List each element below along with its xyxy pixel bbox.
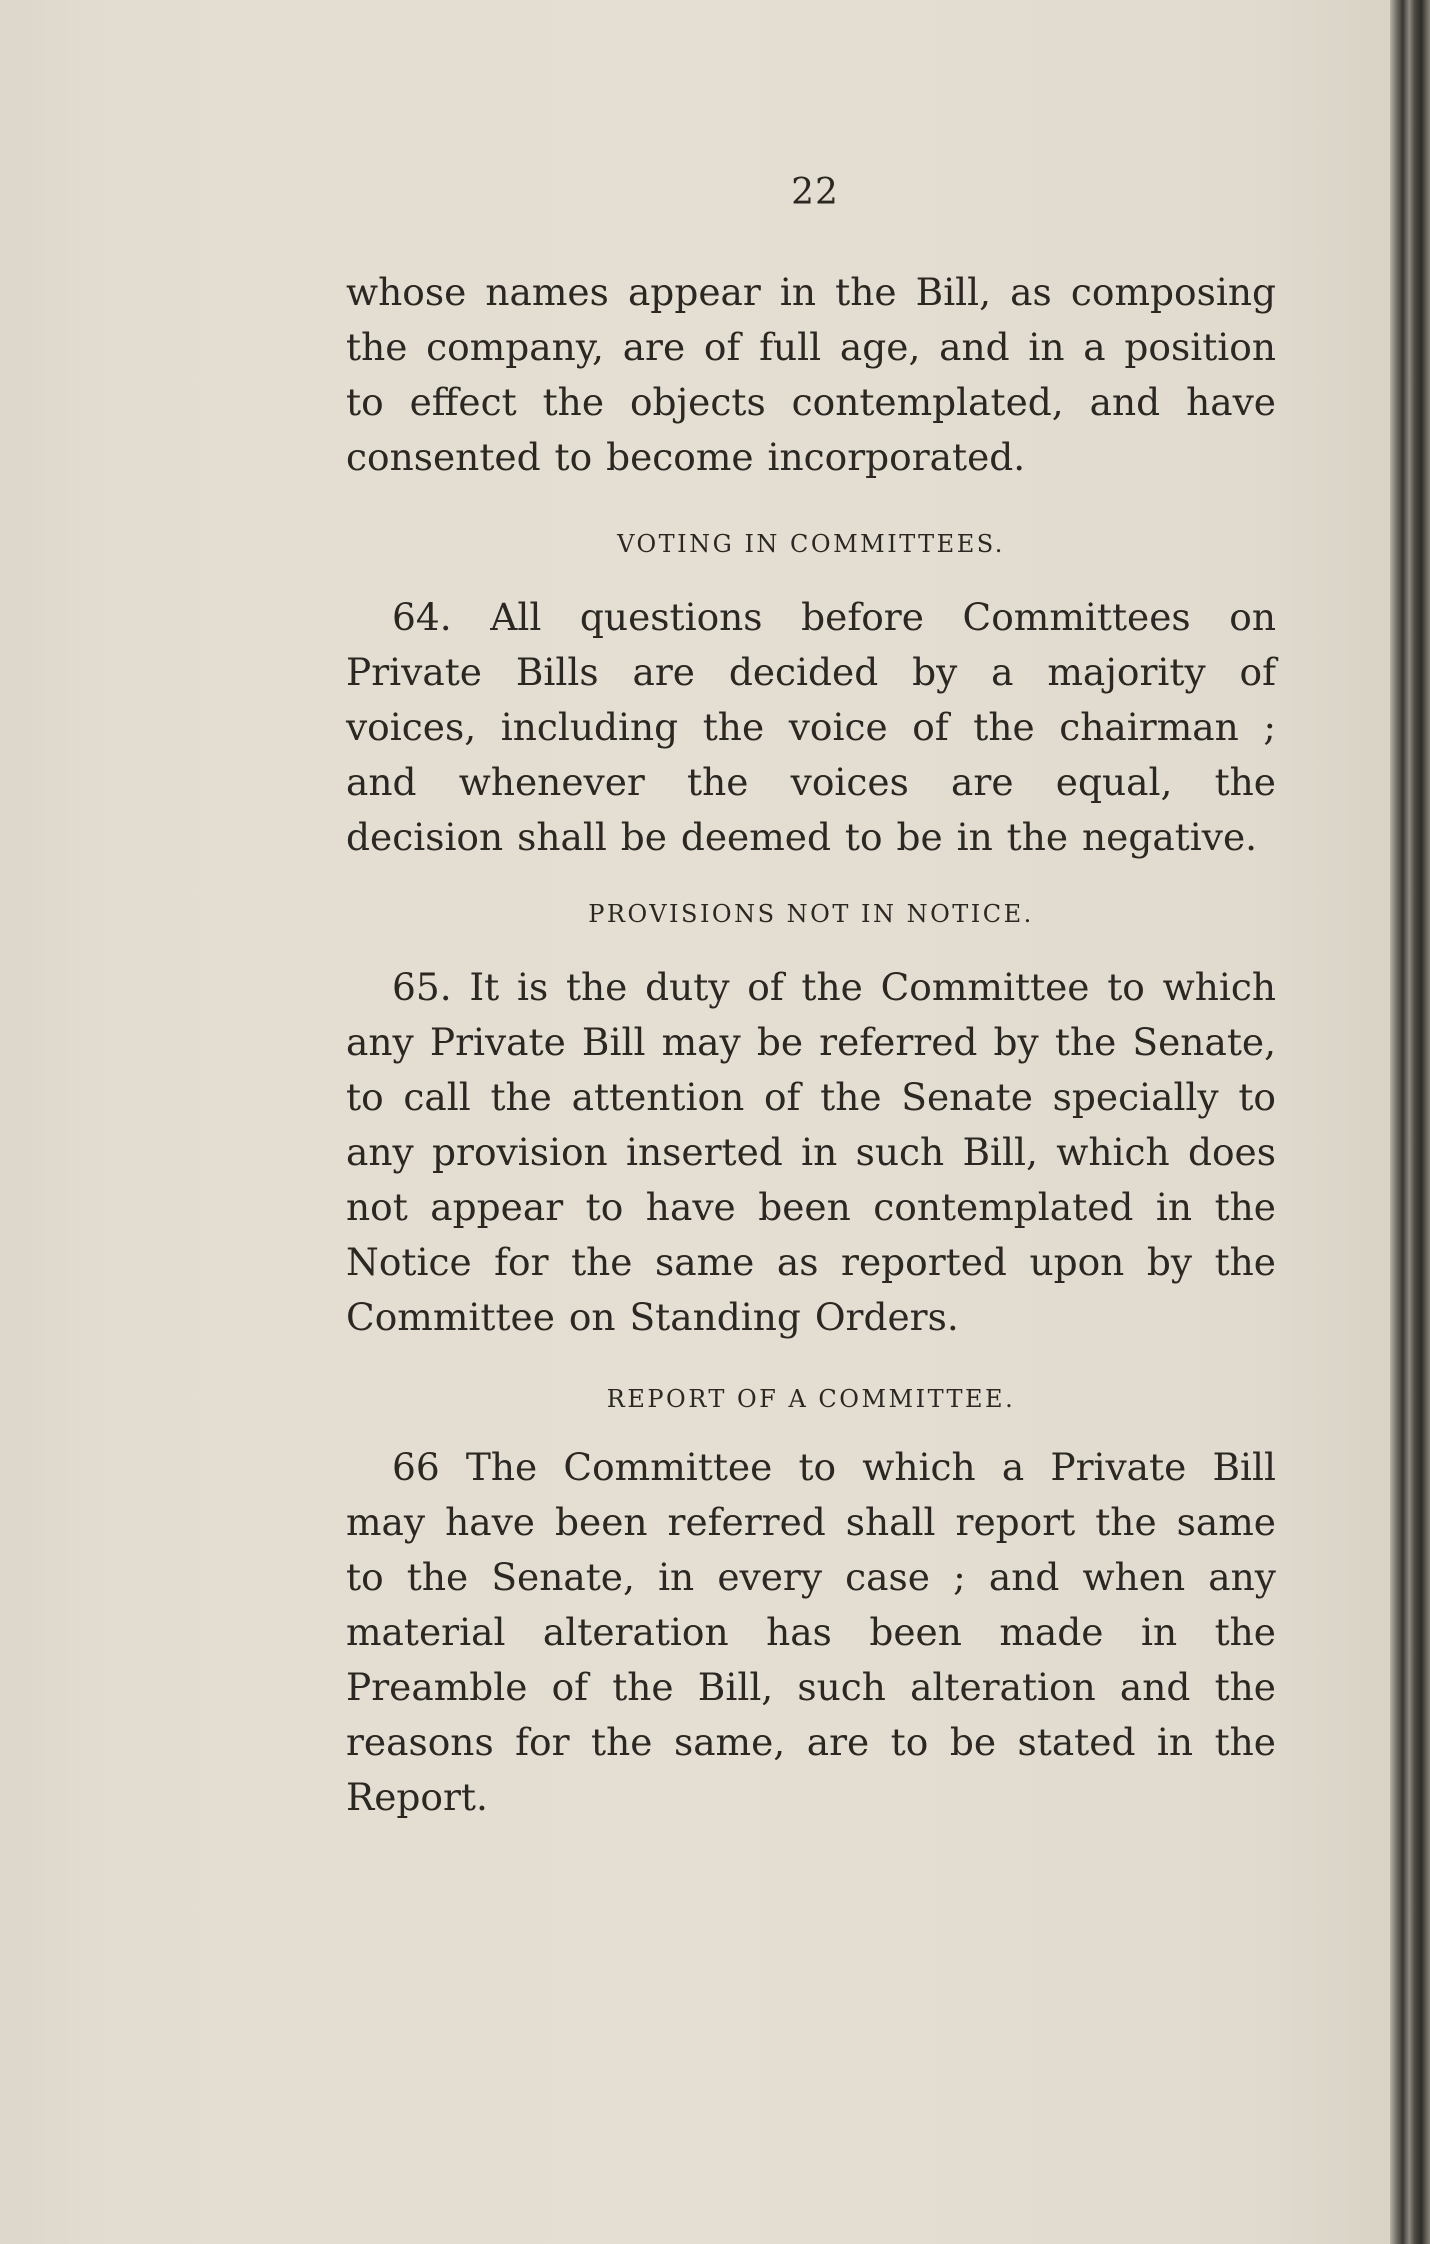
paragraph-text: whose names appear in the Bill, as composing the company, are of full age, and in a position to effect the objects contemplated, and have consented to become incorporated. xyxy=(346,270,1276,479)
section-paragraph-65 xyxy=(346,960,1276,1345)
book-spine-edge xyxy=(1390,0,1430,2244)
paragraph-text: 65. It is the duty of the Committee to which any Private Bill may be referred by the Senate, to call the attention of the Senate specially to any provision inserted in such Bill, which does not appear to have been contemplated in the Notice for the same as reported upon by the Committee on Standing Orders. xyxy=(346,965,1276,1339)
paragraph-text: 64. All questions before Committees on Private Bills are decided by a majority of voices, including the voice of the chairman ; and whenever the voices are equal, the decision shall be deemed to be in the negative. xyxy=(346,595,1276,859)
section-heading-voting: VOTING IN COMMITTEES. xyxy=(617,530,1005,558)
section-heading-provisions: PROVISIONS NOT IN NOTICE. xyxy=(588,900,1034,928)
section-heading-report: REPORT OF A COMMITTEE. xyxy=(606,1385,1016,1413)
continuation-paragraph xyxy=(346,265,1276,485)
page-number: 22 xyxy=(791,172,839,213)
paragraph-text: 66 The Committee to which a Private Bill may have been referred shall report the same to the Senate, in every case ; and when any material alteration has been made in the Preamble of the Bill, such alteration and the reasons for the same, are to be stated in the Report. xyxy=(346,1445,1276,1819)
section-paragraph-66 xyxy=(346,1440,1276,1825)
section-paragraph-64 xyxy=(346,590,1276,865)
